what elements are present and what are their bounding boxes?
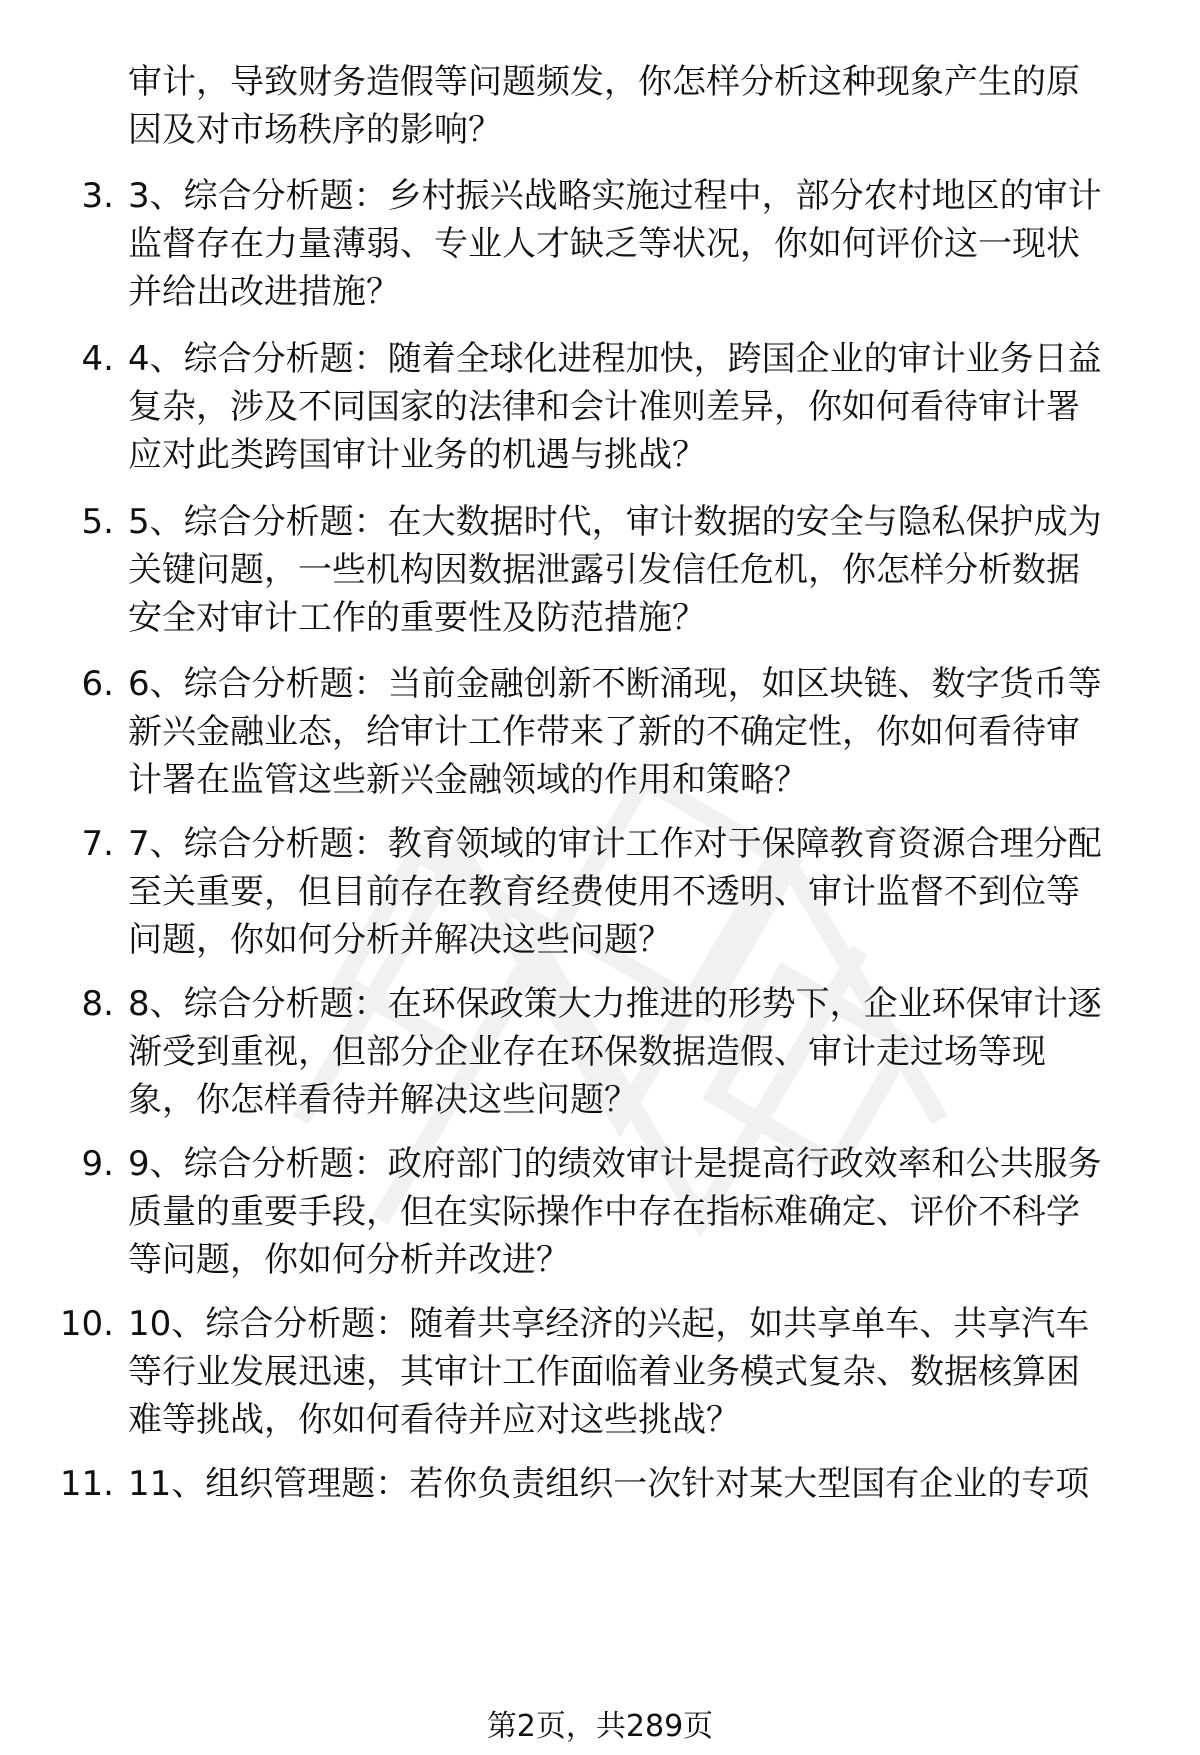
list-item-text: 10、综合分析题：随着共享经济的兴起，如共享单车、共享汽车 等行业发展迅速，其审计工作面临着业务模式复杂、数据核算困 难等挑战，你如何看待并应对这些挑战？ <box>128 1304 1090 1440</box>
page-footer: 第2页，共289页 <box>486 1709 714 1744</box>
list-item-text: 11、组织管理题：若你负责组织一次针对某大型国有企业的专项 <box>128 1464 1090 1504</box>
list-item-text: 3、综合分析题：乡村振兴战略实施过程中，部分农村地区的审计 监督存在力量薄弱、专业人才缺乏等状况，你如何评价这一现状 并给出改进措施？ <box>128 176 1102 312</box>
continuation-text: 审计，导致财务造假等问题频发，你怎样分析这种现象产生的原 因及对市场秩序的影响？ <box>128 62 1080 150</box>
list-item-number: 6. <box>81 664 114 704</box>
list-item-text: 5、综合分析题：在大数据时代，审计数据的安全与隐私保护成为 关键问题，一些机构因数据泄露引发信任危机，你怎样分析数据 安全对审计工作的重要性及防范措施？ <box>128 502 1102 638</box>
list-item-text: 6、综合分析题：当前金融创新不断涌现，如区块链、数字货币等 新兴金融业态，给审计工作带来了新的不确定性，你如何看待审 计署在监管这些新兴金融领域的作用和策略？ <box>128 664 1102 800</box>
list-item-text: 8、综合分析题：在环保政策大力推进的形势下，企业环保审计逐 渐受到重视，但部分企业存在环保数据造假、审计走过场等现 象，你怎样看待并解决这些问题？ <box>128 984 1102 1120</box>
list-item-number: 7. <box>81 824 114 864</box>
list-item-number: 10. <box>59 1304 114 1344</box>
list-item-number: 8. <box>81 984 114 1024</box>
list-item-text: 7、综合分析题：教育领域的审计工作对于保障教育资源合理分配 至关重要，但目前存在教育经费使用不透明、审计监督不到位等 问题，你如何分析并解决这些问题？ <box>128 824 1102 960</box>
list-item-number: 5. <box>81 502 114 542</box>
list-item-number: 11. <box>59 1464 114 1504</box>
list-item-number: 4. <box>81 339 114 379</box>
list-item-number: 9. <box>81 1144 114 1184</box>
list-item-text: 9、综合分析题：政府部门的绩效审计是提高行政效率和公共服务 质量的重要手段，但在实际操作中存在指标难确定、评价不科学 等问题，你如何分析并改进？ <box>128 1144 1102 1280</box>
list-item-number: 3. <box>81 176 114 216</box>
list-item-text: 4、综合分析题：随着全球化进程加快，跨国企业的审计业务日益 复杂，涉及不同国家的法律和会计准则差异，你如何看待审计署 应对此类跨国审计业务的机遇与挑战？ <box>128 339 1102 475</box>
